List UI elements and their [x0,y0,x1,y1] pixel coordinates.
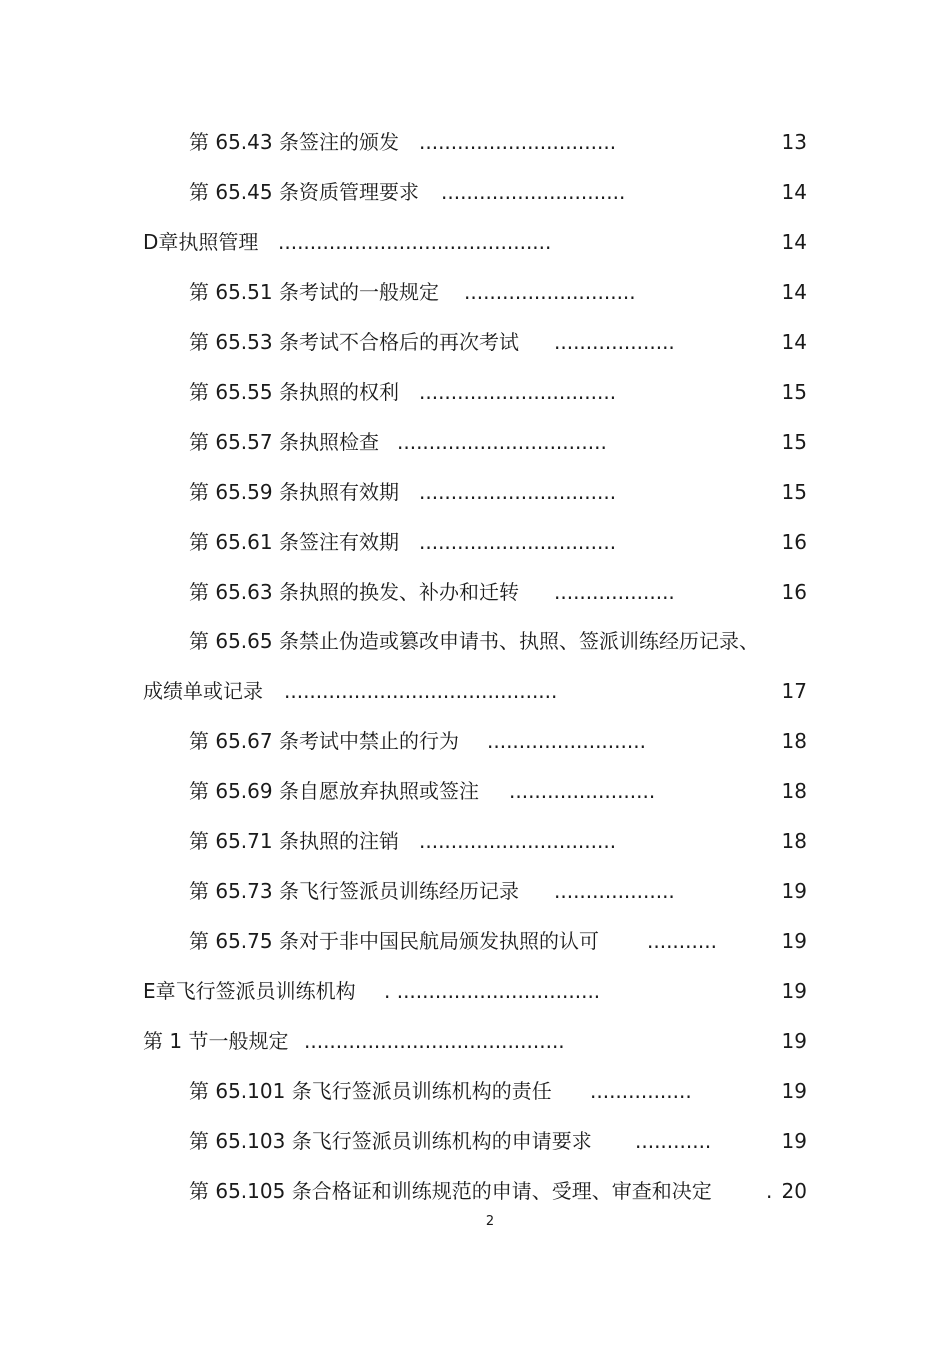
toc-entry-leader: ........... [647,929,717,953]
toc-entry-page: 19 [781,1129,807,1153]
toc-entry-leader: ............................. [441,180,626,204]
toc-entry-page: 18 [781,779,807,803]
toc-entry-title: 第 65.45 条资质管理要求 [189,180,419,204]
toc-entry [0,976,950,1006]
toc-entry [0,127,950,157]
toc-entry [0,626,950,656]
toc-entry-page: 16 [781,580,807,604]
toc-entry-leader: . [766,1179,773,1203]
toc-entry-page: 17 [781,679,807,703]
toc-entry-leader: ................................. [397,430,607,454]
toc-entry-leader: ............................... [419,530,617,554]
toc-entry-page: 13 [781,130,807,154]
toc-entry-title: 第 1 节一般规定 [143,1029,289,1053]
toc-entry-page: 15 [781,430,807,454]
toc-entry-title: 第 65.61 条签注有效期 [189,530,399,554]
toc-entry [0,926,950,956]
toc-entry-leader: ......................... [487,729,646,753]
toc-entry-title: 第 65.51 条考试的一般规定 [189,280,439,304]
toc-entry-page: 15 [781,480,807,504]
toc-entry-page: 14 [781,180,807,204]
toc-entry-title: 第 65.103 条飞行签派员训练机构的申请要求 [189,1129,592,1153]
toc-entry-title: 第 65.75 条对于非中国民航局颁发执照的认可 [189,929,599,953]
toc-entry-title: 第 65.55 条执照的权利 [189,380,399,404]
toc-entry-page: 19 [781,1029,807,1053]
toc-entry [0,1176,950,1206]
toc-entry-title: D章执照管理 [143,230,259,254]
toc-entry-leader: ....................... [509,779,656,803]
toc-entry [0,826,950,856]
toc-entry-leader: ............................... [419,829,617,853]
toc-entry-title: 第 65.43 条签注的颁发 [189,130,399,154]
toc-entry-title: 第 65.57 条执照检查 [189,430,379,454]
toc-entry-title: 第 65.101 条飞行签派员训练机构的责任 [189,1079,552,1103]
page-number: 2 [485,1214,495,1229]
toc-entry-page: 14 [781,330,807,354]
toc-entry-page: 18 [781,729,807,753]
toc-entry-page: 19 [781,1079,807,1103]
toc-entry-title: 成绩单或记录 [143,679,263,703]
toc-entry-leader: ............................... [419,130,617,154]
toc-entry-leader: ............ [635,1129,712,1153]
toc-entry [0,1126,950,1156]
toc-entry-page: 19 [781,979,807,1003]
toc-entry-title: 第 65.69 条自愿放弃执照或签注 [189,779,479,803]
toc-entry-title: E章飞行签派员训练机构 [143,979,356,1003]
toc-entry-leader: ................... [554,330,675,354]
toc-entry-title: 第 65.59 条执照有效期 [189,480,399,504]
toc-entry-leader: ................... [554,879,675,903]
toc-entry-title: 第 65.73 条飞行签派员训练经历记录 [189,879,519,903]
toc-entry-leader: ......................................... [304,1029,565,1053]
toc-entry-title: 第 65.53 条考试不合格后的再次考试 [189,330,519,354]
toc-entry-leader: . ................................ [384,979,601,1003]
toc-entry-leader: ............................... [419,380,617,404]
toc-entry-page: 18 [781,829,807,853]
toc-entry-title: 第 65.67 条考试中禁止的行为 [189,729,459,753]
toc-entry-page: 19 [781,929,807,953]
toc-entry [0,1026,950,1056]
toc-entry-leader: ................... [554,580,675,604]
toc-entry-page: 16 [781,530,807,554]
toc-entry [0,377,950,407]
toc-entry-page: 15 [781,380,807,404]
toc-entry-leader: ........................................... [284,679,558,703]
toc-entry [0,1076,950,1106]
toc-entry [0,277,950,307]
toc-entry [0,726,950,756]
toc-entry [0,227,950,257]
toc-entry-leader: ................ [590,1079,692,1103]
toc-entry [0,676,950,706]
toc-entry-title: 第 65.63 条执照的换发、补办和迁转 [189,580,519,604]
toc-entry-page: 14 [781,230,807,254]
toc-entry-page: 20 [781,1179,807,1203]
toc-entry-page: 14 [781,280,807,304]
toc-entry [0,527,950,557]
toc-entry [0,577,950,607]
toc-entry [0,427,950,457]
toc-entry-title: 第 65.71 条执照的注销 [189,829,399,853]
toc-entry [0,776,950,806]
toc-entry-page: 19 [781,879,807,903]
toc-entry-title: 第 65.65 条禁止伪造或篡改申请书、执照、签派训练经历记录、 [189,629,759,653]
toc-entry-leader: ........................... [464,280,636,304]
toc-entry-title: 第 65.105 条合格证和训练规范的申请、受理、审查和决定 [189,1179,712,1203]
toc-entry [0,477,950,507]
toc-entry-leader: ............................... [419,480,617,504]
toc-entry-leader: ........................................... [278,230,552,254]
toc-entry [0,327,950,357]
toc-entry [0,177,950,207]
toc-entry [0,876,950,906]
